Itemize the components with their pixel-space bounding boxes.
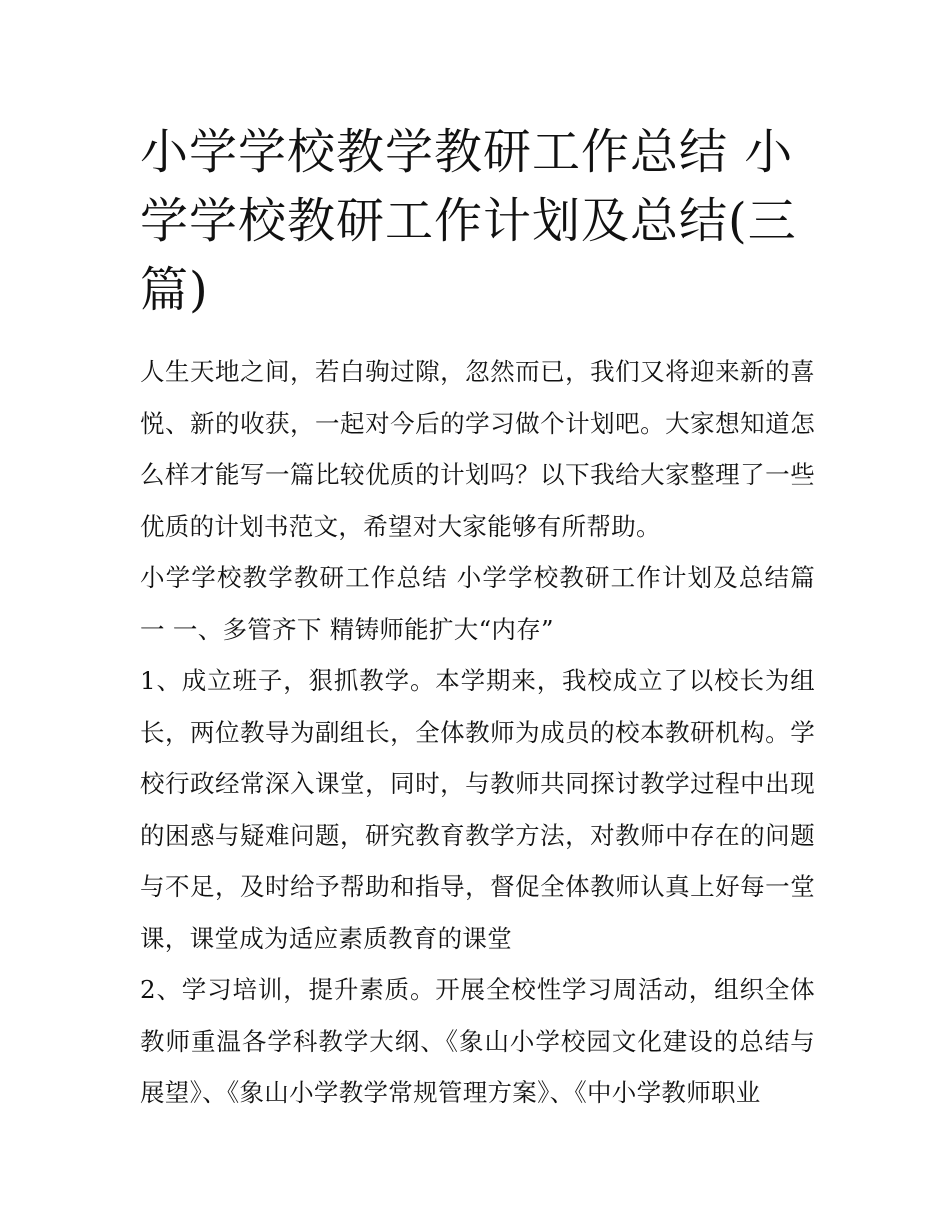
section-heading: 小学学校教学教研工作总结 小学学校教研工作计划及总结篇一 一、多管齐下 精铸师能扩大“内存” [140,563,815,644]
document-body [140,118,815,1119]
body-paragraph: 1、成立班子，狠抓教学。本学期来，我校成立了以校长为组长，两位教导为副组长，全体教师为成员的校本教研机构。学校行政经常深入课堂，同时，与教师共同探讨教学过程中出现的困惑与疑难问题，研究教育教学方法，对教师中存在的问题与不足，及时给予帮助和指导，督促全体教师认真上好每一堂课，课堂成为适应素质教育的课堂 [140,666,815,953]
intro-paragraph: 人生天地之间，若白驹过隙，忽然而已，我们又将迎来新的喜悦、新的收获，一起对今后的学习做个计划吧。大家想知道怎么样才能写一篇比较优质的计划吗？以下我给大家整理了一些优质的计划书范文，希望对大家能够有所帮助。 [140,357,815,541]
document-title: 小学学校教学教研工作总结 小学学校教研工作计划及总结(三篇) [140,124,797,318]
body-paragraph: 2、学习培训，提升素质。开展全校性学习周活动，组织全体教师重温各学科教学大纲、《象山小学校园文化建设的总结与展望》、《象山小学教学常规管理方案》、《中小学教师职业 [140,975,815,1107]
